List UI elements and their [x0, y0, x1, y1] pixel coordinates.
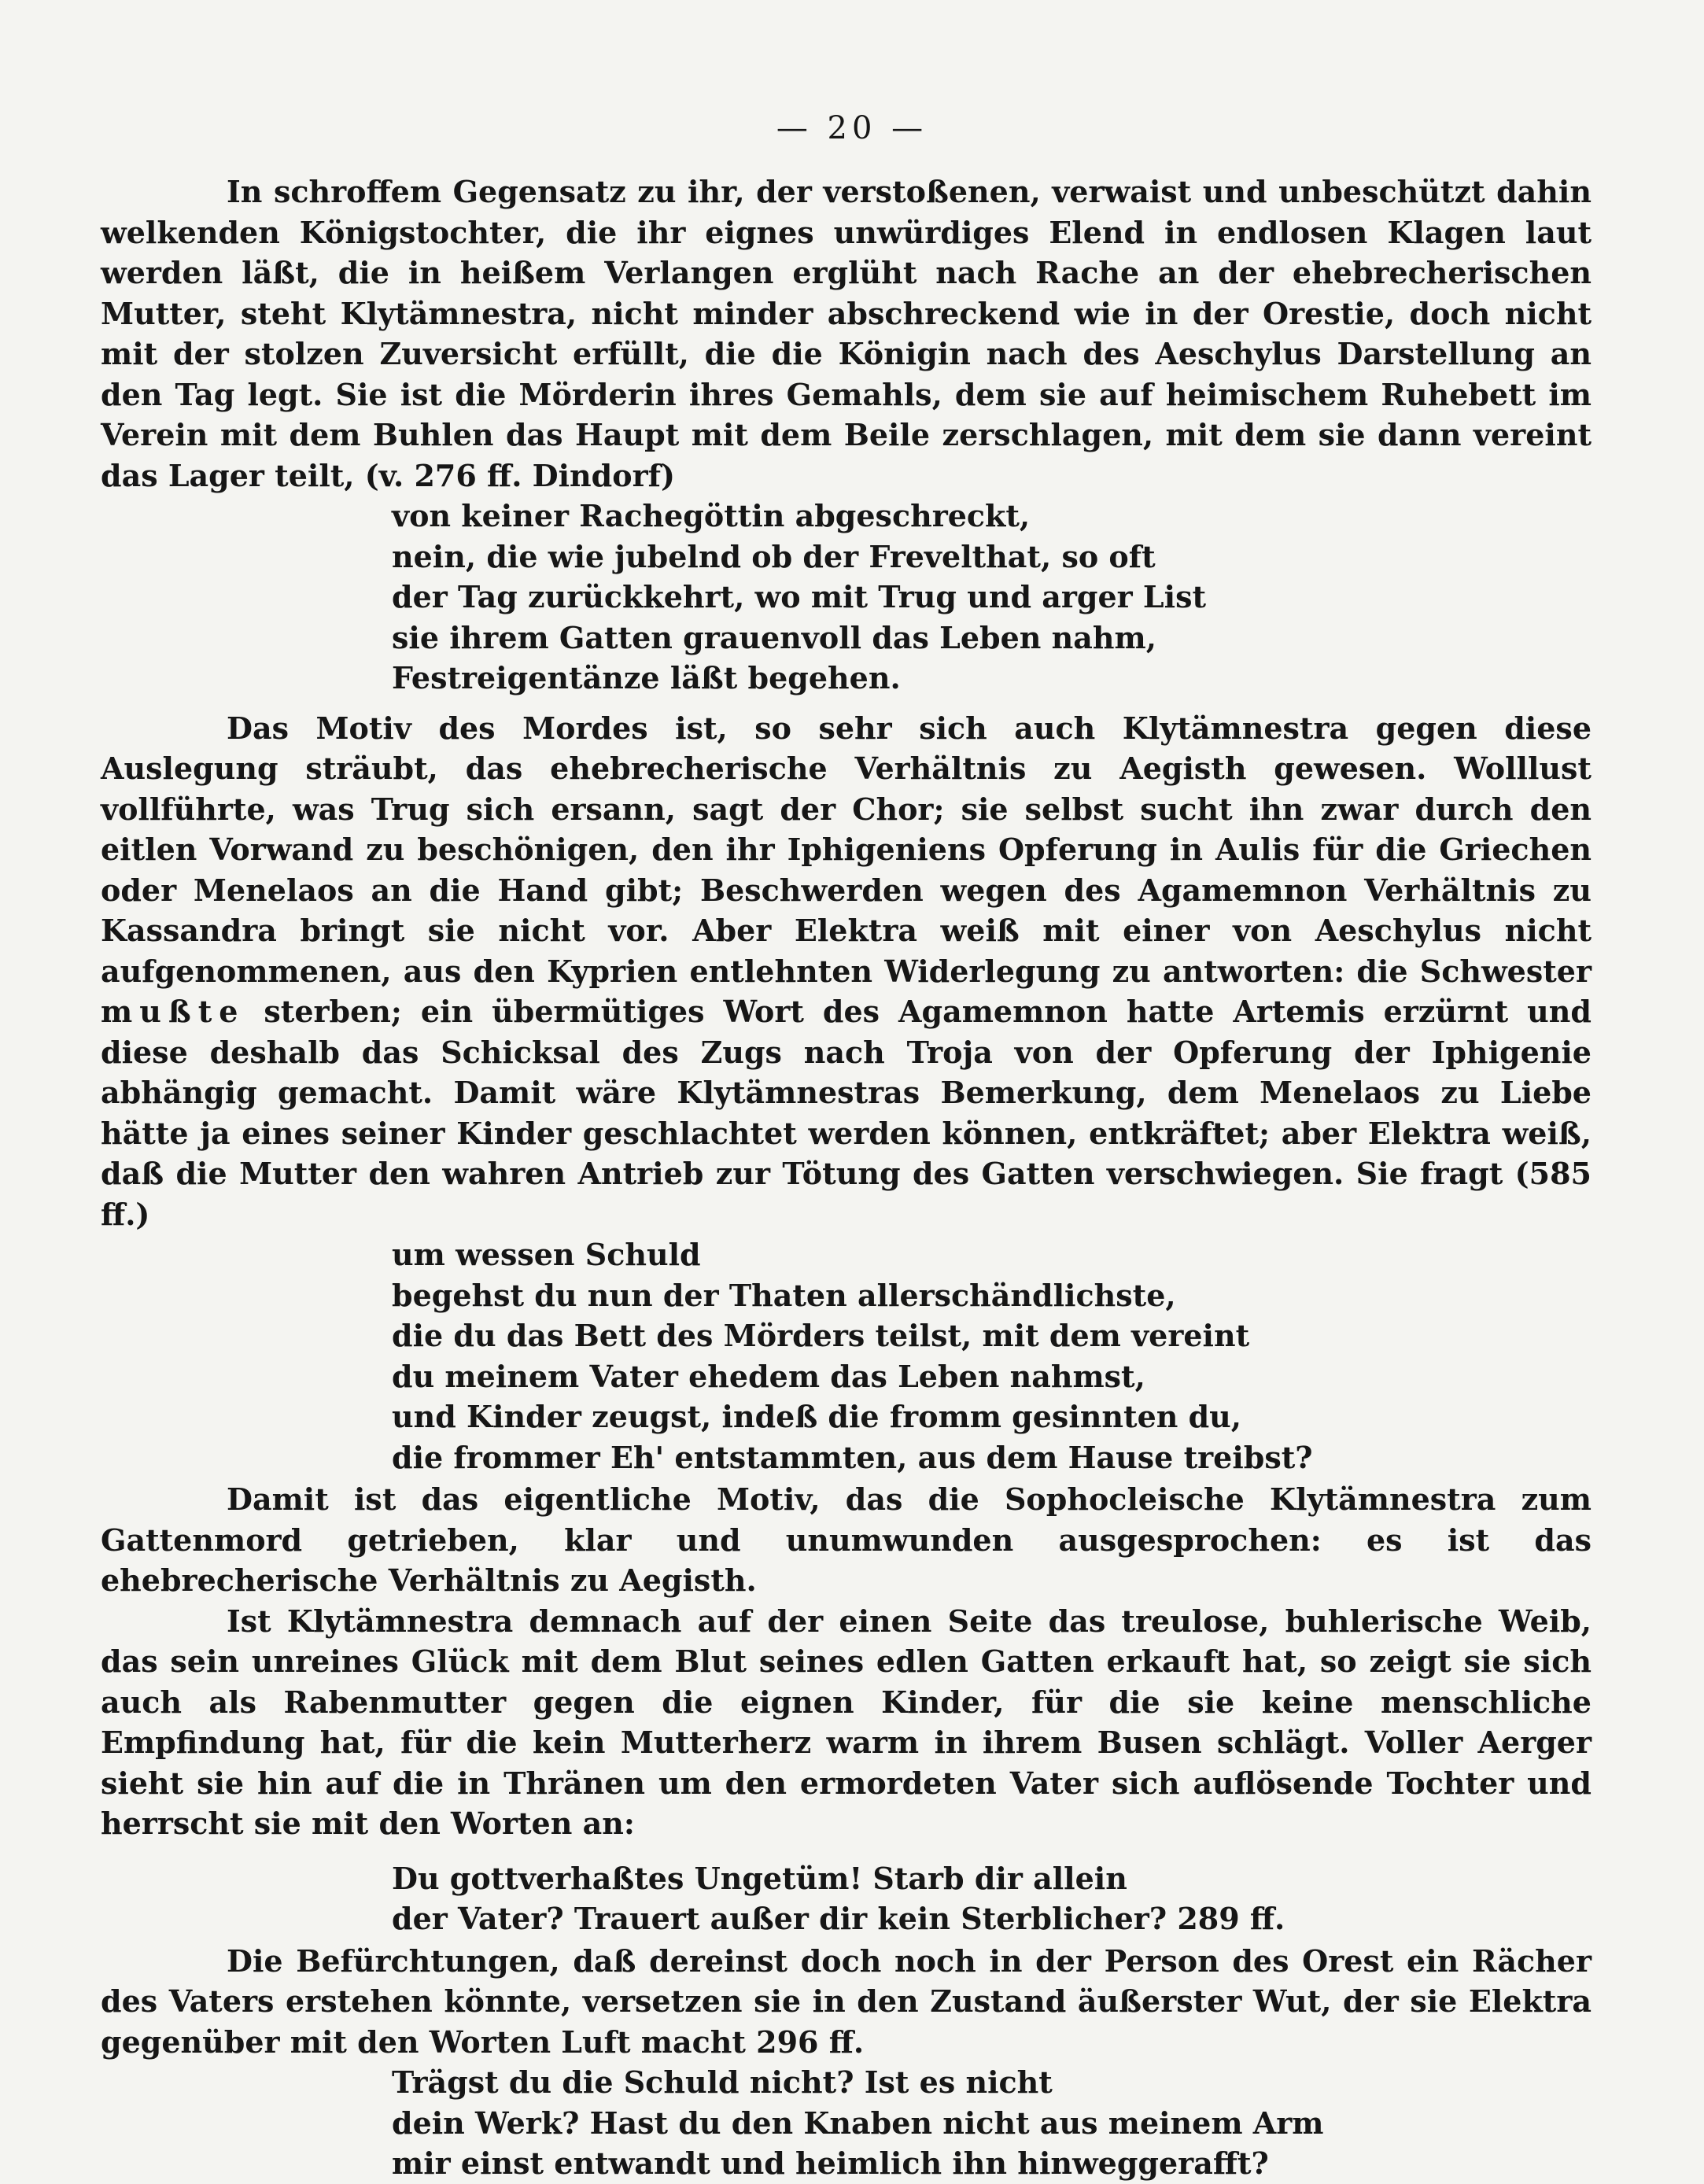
- verse-line: dein Werk? Hast du den Knaben nicht aus meinem Arm: [392, 2105, 1324, 2141]
- verse-quote-1: [392, 496, 1592, 699]
- verse-line: begehst du nun der Thaten allerschändlichste,: [392, 1277, 1176, 1313]
- verse-line: von keiner Rachegöttin abgeschreckt,: [392, 498, 1031, 533]
- paragraph-2-part-1: Das Motiv des Mordes ist, so sehr sich auch Klytämnestra gegen diese Auslegung sträubt, das ehebrecherische Verhältnis zu Aegisth gewesen. Wolllust vollführte, was Trug sich ersann, sagt der Chor; sie selbst sucht ihn zwar durch den eitlen Vorwand zu beschönigen, den ihr Iphigeniens Opferung in Aulis für die Griechen oder Menelaos an die Hand gibt; Beschwerden wegen des Agamemnon Verhältnis zu Kassandra bringt sie nicht vor. Aber Elektra weiß mit einer von Aeschylus nicht aufgenommenen, aus den Kyprien entlehnten Widerlegung zu antworten: die Schwester: [101, 710, 1592, 989]
- verse-line: sie ihrem Gatten grauenvoll das Leben nahm,: [392, 619, 1156, 655]
- paragraph-5: Die Befürchtungen, daß dereinst doch noch in der Person des Orest ein Rächer des Vaters erstehen könnte, versetzen sie in den Zustand äußerster Wut, der sie Elektra gegenüber mit den Worten Luft macht 296 ff.: [101, 1942, 1592, 2060]
- verse-quote-3: [392, 1858, 1592, 1939]
- verse-quote-4: [392, 2062, 1592, 2184]
- verse-line: Du gottverhaßtes Ungetüm! Starb dir allein: [392, 1860, 1127, 1896]
- verse-line: die frommer Eh' entstammten, aus dem Hause treibst?: [392, 1439, 1313, 1475]
- verse-line: die du das Bett des Mörders teilst, mit dem vereint: [392, 1318, 1250, 1353]
- page-body: [101, 172, 1592, 2184]
- emphasized-word: mußte: [101, 994, 245, 1029]
- verse-quote-2: [392, 1234, 1592, 1478]
- verse-line: du meinem Vater ehedem das Leben nahmst,: [392, 1358, 1145, 1394]
- verse-line: nein, die wie jubelnd ob der Frevelthat, so oft: [392, 538, 1156, 574]
- paragraph-2: [101, 708, 1592, 1235]
- verse-line: und Kinder zeugst, indeß die fromm gesinnten du,: [392, 1399, 1242, 1434]
- paragraph-4: Ist Klytämnestra demnach auf der einen Seite das treulose, buhlerische Weib, das sein unreines Glück mit dem Blut seines edlen Gatten erkauft hat, so zeigt sie sich auch als Rabenmutter gegen die eignen Kinder, für die sie keine menschliche Empfindung hat, für die kein Mutterherz warm in ihrem Busen schlägt. Voller Aerger sieht sie hin auf die in Thränen um den ermordeten Vater sich auflösende Tochter und herrscht sie mit den Worten an:: [101, 1603, 1592, 1841]
- verse-line: der Tag zurückkehrt, wo mit Trug und arger List: [392, 579, 1207, 614]
- page-number: — 20 —: [776, 110, 928, 146]
- paragraph-2-part-2: sterben; ein übermütiges Wort des Agamemnon hatte Artemis erzürnt und diese deshalb das Schicksal des Zugs nach Troja von der Opferung der Iphigenie abhängig gemacht. Damit wäre Klytämnestras Bemerkung, dem Menelaos zu Liebe hätte ja eines seiner Kinder geschlachtet werden können, entkräftet; aber Elektra weiß, daß die Mutter den wahren Antrieb zur Tötung des Gatten verschwiegen. Sie fragt (585 ff.): [101, 994, 1592, 1232]
- paragraph-3: Damit ist das eigentliche Motiv, das die Sophocleische Klytämnestra zum Gattenmord getrieben, klar und unumwunden ausgesprochen: es ist das ehebrecherische Verhältnis zu Aegisth.: [101, 1481, 1592, 1598]
- verse-line: Trägst du die Schuld nicht? Ist es nicht: [392, 2064, 1053, 2100]
- verse-line: der Vater? Trauert außer dir kein Sterblicher? 289 ff.: [392, 1901, 1285, 1936]
- paragraph-1: In schroffem Gegensatz zu ihr, der verstoßenen, verwaist und unbeschützt dahin welkenden Königstochter, die ihr eignes unwürdiges Elend in endlosen Klagen laut werden läßt, die in heißem Verlangen erglüht nach Rache an der ehebrecherischen Mutter, steht Klytämnestra, nicht minder abschreckend wie in der Orestie, doch nicht mit der stolzen Zuversicht erfüllt, die die Königin nach des Aeschylus Darstellung an den Tag legt. Sie ist die Mörderin ihres Gemahls, dem sie auf heimischem Ruhebett im Verein mit dem Buhlen das Haupt mit dem Beile zerschlagen, mit dem sie dann vereint das Lager teilt, (v. 276 ff. Dindorf): [101, 174, 1592, 493]
- verse-line: Festreigentänze läßt begehen.: [392, 660, 901, 695]
- verse-line: um wessen Schuld: [392, 1237, 701, 1272]
- verse-line: mir einst entwandt und heimlich ihn hinweggerafft?: [392, 2145, 1269, 2181]
